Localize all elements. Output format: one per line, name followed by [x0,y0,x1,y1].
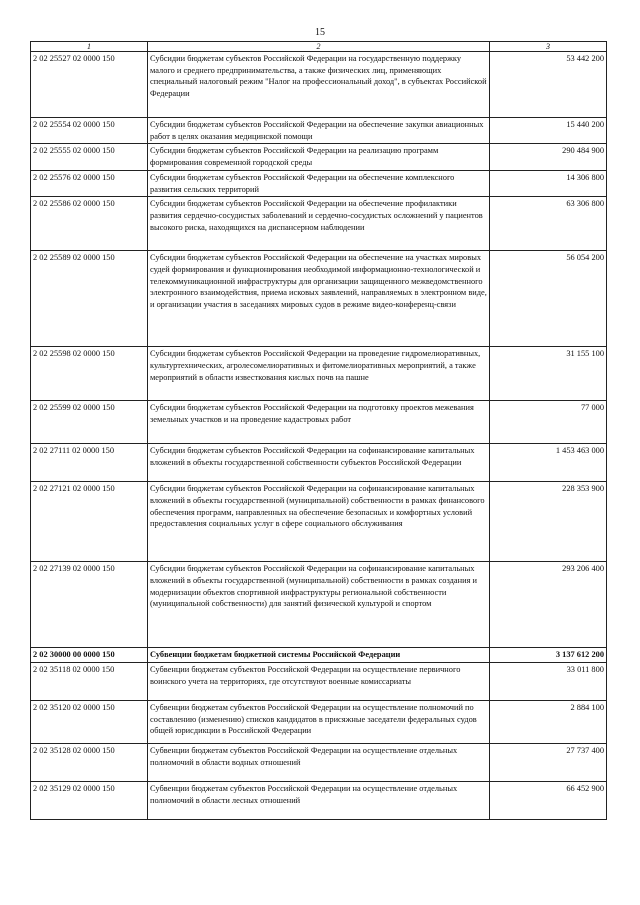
table-row [31,401,607,444]
row-description: Субсидии бюджетам субъектов Российской Федерации на обеспечение комплексного развития сельских территорий [148,170,490,196]
row-description: Субвенции бюджетам бюджетной системы Российской Федерации [148,648,490,663]
row-amount: 228 353 900 [490,482,607,562]
row-amount: 290 484 900 [490,144,607,170]
row-code: 2 02 35128 02 0000 150 [31,743,148,781]
row-code: 2 02 27121 02 0000 150 [31,482,148,562]
page-number: 15 [315,27,325,38]
row-description: Субсидии бюджетам субъектов Российской Федерации на обеспечение закупки авиационных работ в целях оказания медицинской помощи [148,118,490,144]
row-code: 2 02 35129 02 0000 150 [31,781,148,819]
row-amount: 14 306 800 [490,170,607,196]
table-row [31,52,607,118]
row-description: Субсидии бюджетам субъектов Российской Федерации на государственную поддержку малого и среднего предпринимательства, а также физических лиц, применяющих специальный налоговый режим "Налог на профессиональный доход", в субъектах Российской Федерации [148,52,490,118]
row-amount: 33 011 800 [490,662,607,700]
row-amount: 2 884 100 [490,700,607,743]
row-description: Субсидии бюджетам субъектов Российской Федерации на софинансирование капитальных вложений в объекты государственной (муниципальной) собственности в рамках финансового обеспечения программ, направленных на обеспечение безопасных и комфортных условий предоставления социальных услуг в сфере социального обслуживания [148,482,490,562]
budget-revenue-table [30,41,607,820]
row-code: 2 02 25554 02 0000 150 [31,118,148,144]
row-amount: 293 206 400 [490,562,607,648]
header-col-2: 2 [148,42,490,52]
header-col-1: 1 [31,42,148,52]
row-amount: 1 453 463 000 [490,444,607,482]
row-description: Субсидии бюджетам субъектов Российской Федерации на обеспечение профилактики развития сердечно-сосудистых заболеваний и сердечно-сосудистых осложнений у пациентов высокого риска, находящихся на диспансерном наблюдении [148,197,490,251]
row-code: 2 02 27111 02 0000 150 [31,444,148,482]
row-description: Субсидии бюджетам субъектов Российской Федерации на софинансирование капитальных вложений в объекты государственной собственности субъектов Российской Федерации [148,444,490,482]
row-code: 2 02 35118 02 0000 150 [31,662,148,700]
row-amount: 53 442 200 [490,52,607,118]
row-code: 2 02 35120 02 0000 150 [31,700,148,743]
table-row [31,347,607,401]
row-amount: 27 737 400 [490,743,607,781]
table-row [31,144,607,170]
row-description: Субсидии бюджетам субъектов Российской Федерации на проведение гидромелиоративных, культуртехнических, агролесомелиоративных и фитомелиоративных мероприятий, а также мероприятий в области известкования кислых почв на пашне [148,347,490,401]
row-amount: 3 137 612 200 [490,648,607,663]
row-description: Субсидии бюджетам субъектов Российской Федерации на подготовку проектов межевания земельных участков и на проведение кадастровых работ [148,401,490,444]
row-amount: 56 054 200 [490,251,607,347]
row-description: Субсидии бюджетам субъектов Российской Федерации на софинансирование капитальных вложений в объекты государственной (муниципальной) собственности в рамках создания и модернизации объектов спортивной инфраструктуры региональной собственности (муниципальной собственности) для занятий физической культурой и спортом [148,562,490,648]
row-amount: 77 000 [490,401,607,444]
table-row [31,118,607,144]
row-description: Субсидии бюджетам субъектов Российской Федерации на реализацию программ формирования современной городской среды [148,144,490,170]
row-description: Субсидии бюджетам субъектов Российской Федерации на обеспечение на участках мировых судей формирования и функционирования необходимой информационно-технологической и телекоммуникационной инфраструктуры для организации защищенного межведомственного электронного взаимодействия, приема исковых заявлений, направляемых в электронном виде, и организации участия в заседаниях мировых судов в режиме видео-конференц-связи [148,251,490,347]
table-row [31,562,607,648]
table-header-row [31,42,607,52]
row-code: 2 02 25586 02 0000 150 [31,197,148,251]
row-amount: 15 440 200 [490,118,607,144]
row-code: 2 02 27139 02 0000 150 [31,562,148,648]
row-amount: 31 155 100 [490,347,607,401]
table-row [31,482,607,562]
row-code: 2 02 25589 02 0000 150 [31,251,148,347]
row-code: 2 02 30000 00 0000 150 [31,648,148,663]
row-amount: 63 306 800 [490,197,607,251]
table-row [31,662,607,700]
row-description: Субвенции бюджетам субъектов Российской Федерации на осуществление полномочий по составлению (изменению) списков кандидатов в присяжные заседатели федеральных судов общей юрисдикции в Российской Федерации [148,700,490,743]
row-description: Субвенции бюджетам субъектов Российской Федерации на осуществление отдельных полномочий в области водных отношений [148,743,490,781]
header-col-3: 3 [490,42,607,52]
table-row [31,781,607,819]
table-row [31,743,607,781]
table-row [31,648,607,663]
table-row [31,170,607,196]
row-code: 2 02 25527 02 0000 150 [31,52,148,118]
table-row [31,444,607,482]
table-row [31,251,607,347]
row-amount: 66 452 900 [490,781,607,819]
table-row [31,197,607,251]
table-row [31,700,607,743]
row-code: 2 02 25576 02 0000 150 [31,170,148,196]
row-code: 2 02 25599 02 0000 150 [31,401,148,444]
row-code: 2 02 25555 02 0000 150 [31,144,148,170]
row-description: Субвенции бюджетам субъектов Российской Федерации на осуществление первичного воинского учета на территориях, где отсутствуют военные комиссариаты [148,662,490,700]
row-code: 2 02 25598 02 0000 150 [31,347,148,401]
row-description: Субвенции бюджетам субъектов Российской Федерации на осуществление отдельных полномочий в области лесных отношений [148,781,490,819]
